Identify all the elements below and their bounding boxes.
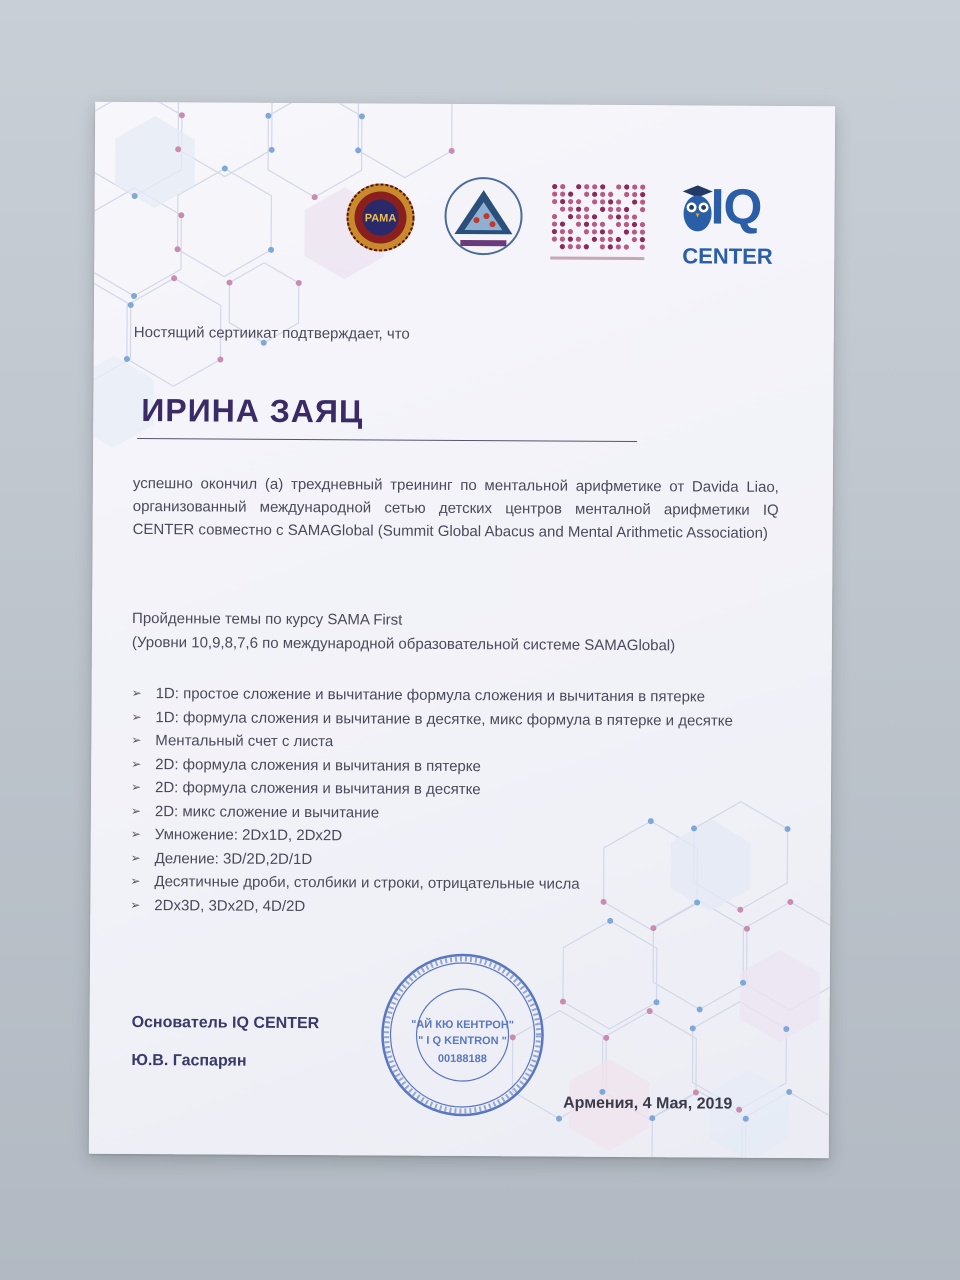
course-subtitle: (Уровни 10,9,8,7,6 по международной образовательной системе SAMAGlobal) (131, 633, 676, 655)
bullet-arrow-icon: ➢ (130, 850, 141, 865)
topic-text: 2D: формула сложения и вычитания в десятке (154, 779, 481, 799)
course-title: Пройденные темы по курсу SAMA First (132, 609, 403, 629)
bullet-arrow-icon: ➢ (130, 873, 141, 889)
intro-text: Ностящий сертиикат подтверждает, что (133, 323, 410, 343)
bullet-arrow-icon: ➢ (131, 756, 142, 771)
topics-list (130, 682, 777, 921)
bullet-arrow-icon: ➢ (131, 709, 142, 724)
topic-text: 1D: формула сложения и вычитание в десятке, микс формула в пятерке и десятке (155, 708, 733, 730)
certificate-sheet (89, 102, 835, 1159)
stamp-number: 00188188 (437, 1052, 487, 1066)
recipient-name: ИРИНА ЗАЯЦ (141, 392, 364, 430)
topic-text: 2D: микс сложение и вычитание (154, 802, 380, 821)
pama-logo (344, 181, 416, 253)
topic-text: Десятичные дроби, столбики и строки, отрицательные числа (154, 873, 580, 893)
bullet-arrow-icon: ➢ (130, 826, 141, 842)
bullet-arrow-icon: ➢ (130, 897, 141, 912)
description-paragraph: успешно окончил (а) трехдневный треининг по ментальной арифметике от Davida Liao, организованный международной сетью детских центров менталной арифметики IQ CENTER совместно с SAMAGlobal (Summit Global Abacus and Mental Arithmetic Association) (132, 474, 779, 542)
bullet-arrow-icon: ➢ (130, 779, 142, 795)
stamp-line-1: "АЙ КЮ КЕНТРОН" (411, 1018, 515, 1032)
issue-date: Армения, 4 Мая, 2019 (563, 1094, 733, 1113)
founder-label: Основатель IQ CENTER (131, 1013, 320, 1033)
topic-text: Ментальный счет с листа (155, 732, 334, 751)
bullet-arrow-icon: ➢ (131, 732, 142, 748)
topic-text: 1D: простое сложение и вычитание формула сложения и вычитания в пятерке (155, 685, 706, 706)
abacus-logo (546, 181, 649, 266)
sama-logo (440, 176, 526, 259)
official-stamp (379, 952, 546, 1119)
topic-text: Умножение: 2Dx1D, 2Dx2D (154, 826, 343, 845)
bullet-arrow-icon: ➢ (131, 685, 142, 701)
pama-logo-text: PAMA (364, 212, 397, 225)
bullet-arrow-icon: ➢ (130, 803, 141, 818)
topic-text: Деление: 3D/2D,2D/1D (154, 849, 313, 868)
signer-name: Ю.В. Гаспарян (131, 1051, 247, 1070)
iq-logo-word: CENTER (682, 243, 773, 269)
stamp-line-2: " I Q KENTRON " (418, 1034, 507, 1048)
iq-logo-letters: IQ (710, 178, 762, 235)
iq-center-logo (680, 177, 791, 274)
topic-text: 2D: формула сложения и вычитания в пятерке (155, 755, 481, 775)
list-item (130, 893, 776, 920)
topic-text: 2Dx3D, 3Dx2D, 4D/2D (154, 896, 306, 915)
